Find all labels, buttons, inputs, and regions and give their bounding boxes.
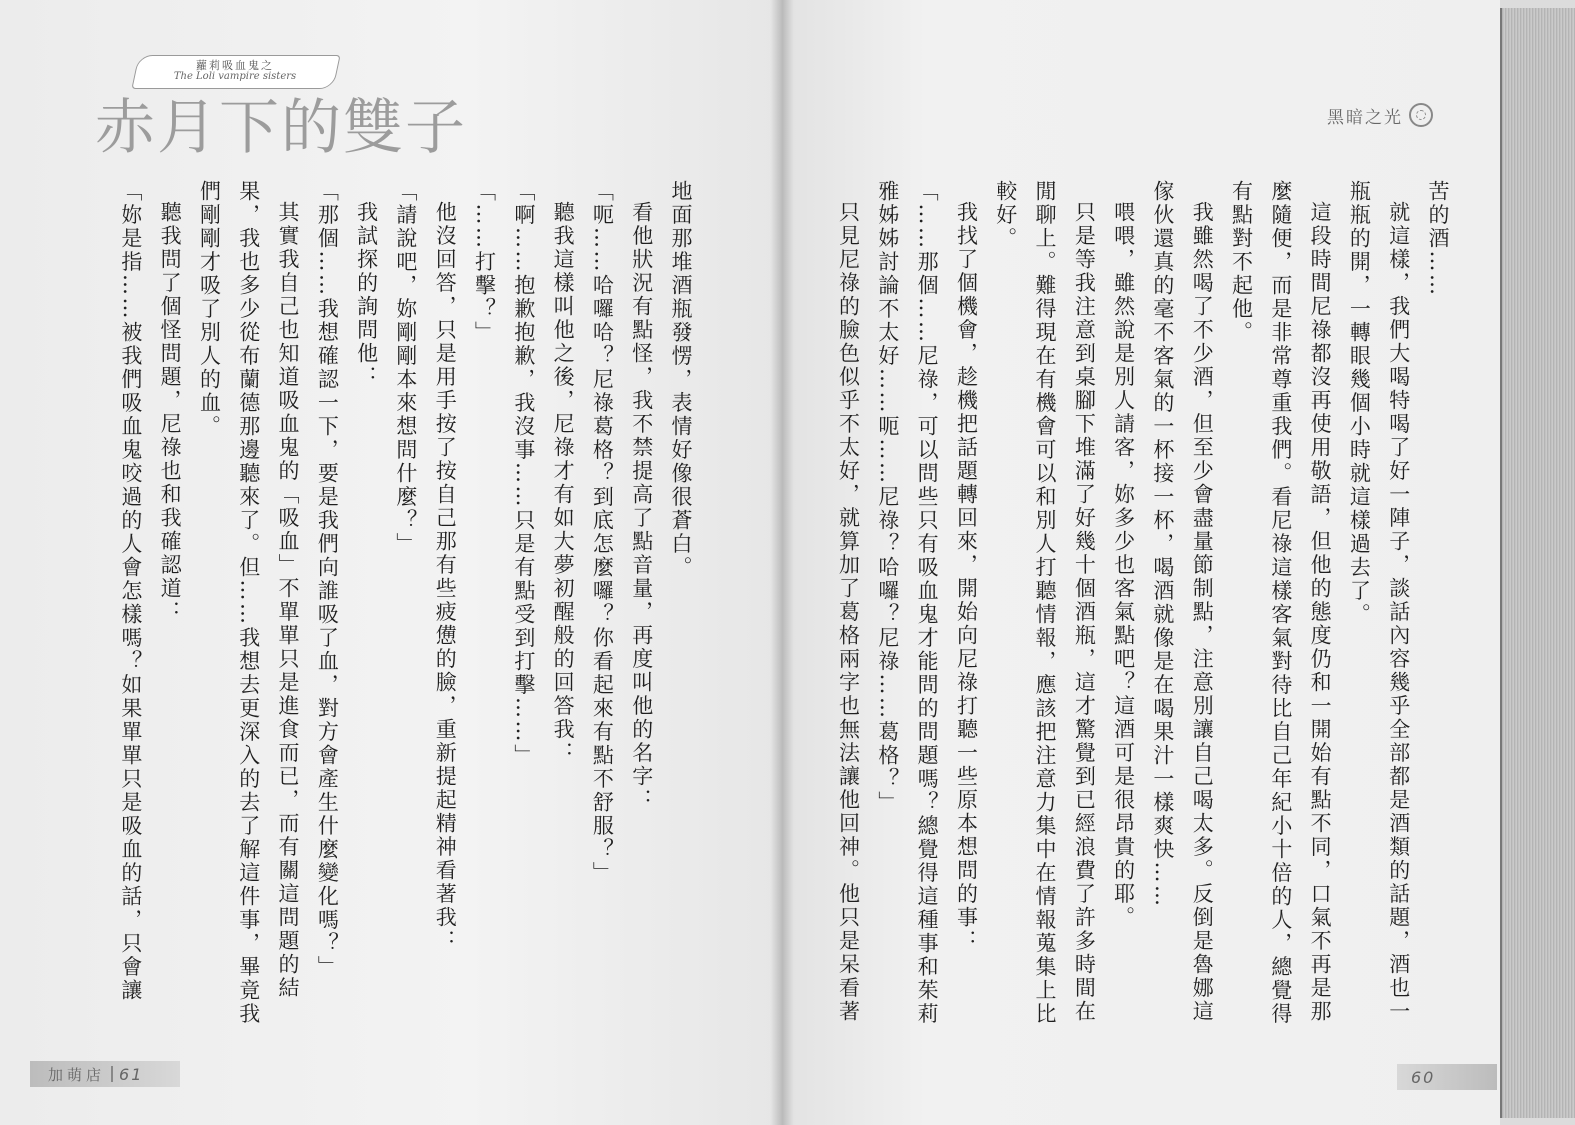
- logo-book-title: 赤月下的雙子: [95, 93, 467, 163]
- paragraph: 看他狀況有點怪，我不禁提高了點音量，再度叫他的名字：: [629, 201, 654, 812]
- paragraph: 「……打擊？」: [472, 180, 497, 345]
- paragraph: 我試探的詢問他：: [354, 201, 379, 389]
- paragraph: 「請說吧，妳剛剛本來想問什麼？」: [393, 180, 418, 556]
- paragraph: 我找了個機會，趁機把話題轉回來，開始向尼祿打聽一些原本想問的事：: [954, 201, 979, 953]
- page-number-left: 61: [119, 1064, 144, 1084]
- paragraph: 「妳是指……被我們吸血鬼咬過的人會怎樣嗎？如果單單只是吸血的話，只會讓: [118, 180, 143, 1003]
- paragraph: 我雖然喝了不少酒，但至少會盡量節制點，注意別讓自己喝太多。反倒是魯娜這傢伙還真的毫不客氣的一杯接一杯，喝酒就像是在喝果汁一樣爽快……: [1150, 180, 1215, 1024]
- logo-series-subtitle: 蘿莉吸血鬼之: [196, 59, 274, 72]
- paragraph: 聽我問了個怪問題，尼祿也和我確認道：: [158, 201, 183, 624]
- right-page-footer: [1397, 1064, 1497, 1090]
- paragraph: 只見尼祿的臉色似乎不太好，就算加了葛格兩字也無法讓他回神。他只是呆看著: [836, 201, 861, 1024]
- publisher-name: 加萌店: [48, 1065, 106, 1084]
- paragraph: 只是等我注意到桌腳下堆滿了好幾十個酒瓶，這才驚覺到已經浪費了許多時間在閒聊上。難得現在有機會可以和別人打聽情報，應該把注意力集中在情報蒐集上比較好。: [993, 180, 1097, 1026]
- paragraph: 其實我自己也知道吸血鬼的「吸血」不單單只是進食而已，而有關這問題的結果，我也多少從布蘭德那邊聽來了。但……我想去更深入的去了解這件事，畢竟我們剛剛才吸了別人的血。: [197, 180, 301, 1026]
- left-page: [0, 0, 782, 1125]
- paragraph: 地面那堆酒瓶發愣，表情好像很蒼白。: [669, 180, 693, 580]
- paragraph: 「呃……哈囉哈？尼祿葛格？到底怎麼囉？你看起來有點不舒服？」: [590, 180, 615, 885]
- book-page-edges: [1500, 8, 1575, 1118]
- paragraph: 他沒回答，只是用手按了按自己那有些疲憊的臉，重新提起精神看著我：: [433, 201, 458, 953]
- paragraph: 這段時間尼祿都沒再使用敬語，但他的態度仍和一開始有點不同，口氣不再是那麼隨便，而是非常尊重我們。看尼祿這樣客氣對待比自己年紀小十倍的人，總覺得有點對不起他。: [1229, 180, 1333, 1026]
- paragraph: 喂喂，雖然說是別人請客，妳多少也客氣點吧？這酒可是很昂貴的耶。: [1111, 201, 1136, 930]
- chapter-header: [1327, 100, 1433, 130]
- left-page-footer: [30, 1061, 180, 1087]
- footer-divider: [111, 1066, 113, 1082]
- book-title-logo: [95, 45, 467, 163]
- chapter-title: 黑暗之光: [1327, 107, 1403, 128]
- paragraph: 聽我這樣叫他之後，尼祿才有如大夢初醒般的回答我：: [551, 201, 576, 765]
- paragraph: 「那個……我想確認一下，要是我們向誰吸了血，對方會產生什麼變化嗎？」: [315, 180, 340, 979]
- paragraph: 「啊……抱歉抱歉，我沒事……只是有點受到打擊……」: [511, 180, 536, 768]
- paragraph: 就這樣，我們大喝特喝了好一陣子，談話內容幾乎全部都是酒類的話題，酒也一瓶瓶的開，一轉眼幾個小時就這樣過去了。: [1347, 180, 1411, 1024]
- book-gutter-shadow: [770, 0, 794, 1125]
- logo-english-subtitle: The Loli vampire sisters: [173, 71, 297, 82]
- page-number-right: 60: [1411, 1067, 1436, 1087]
- rosette-emblem-icon: [1409, 103, 1433, 127]
- right-page: [782, 0, 1500, 1125]
- left-page-body-text: [110, 180, 700, 1040]
- paragraph: 「……那個……尼祿，可以問些只有吸血鬼才能問的問題嗎？總覺得這種事和茱莉雅姊姊討論不太好……呃……尼祿？哈囉？尼祿……葛格？」: [875, 180, 940, 1026]
- right-page-body-text: [836, 180, 1457, 1040]
- paragraph: 苦的酒……: [1426, 180, 1450, 298]
